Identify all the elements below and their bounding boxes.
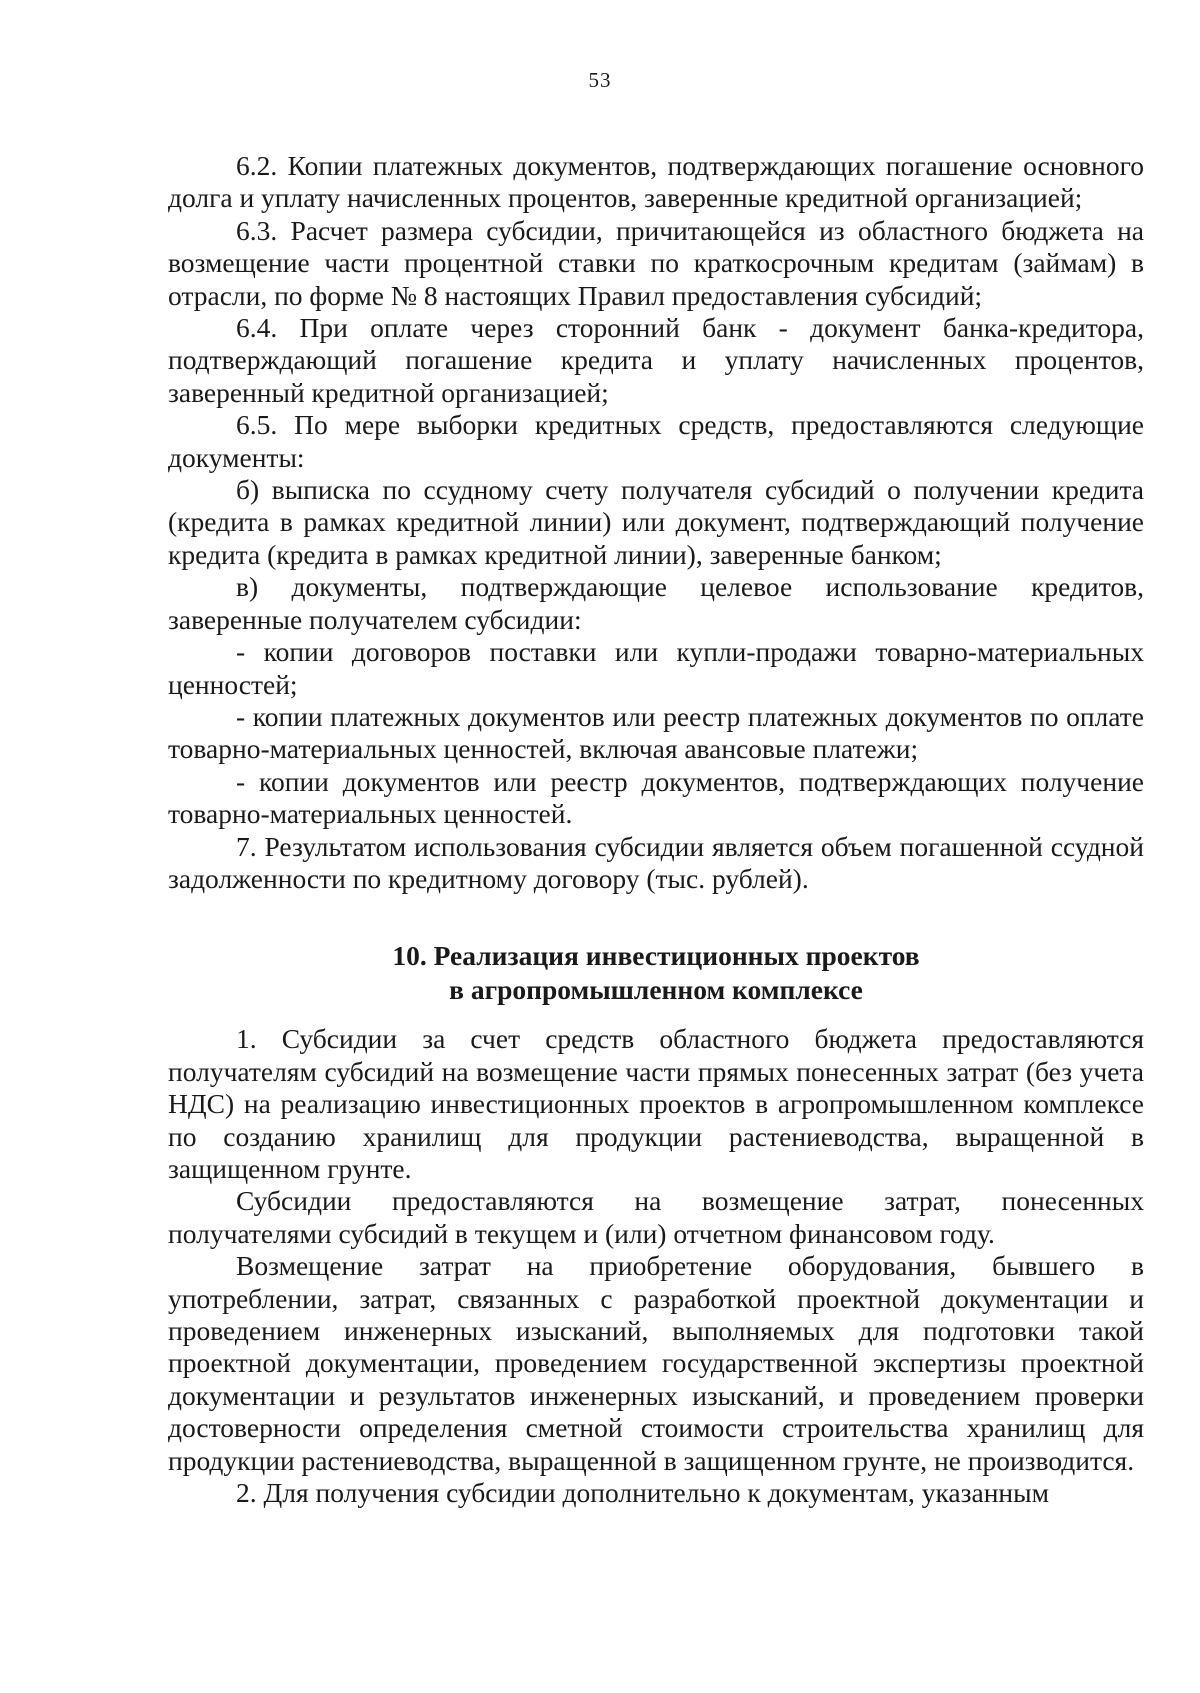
paragraph-6-2: 6.2. Копии платежных документов, подтверждающих погашение основного долга и уплату начисленных процентов, заверенные кредитной организацией; [168, 150, 1144, 214]
paragraph-6-3: 6.3. Расчет размера субсидии, причитающейся из областного бюджета на возмещение части процентной ставки по краткосрочным кредитам (займам) в отрасли, по форме № 8 настоящих Правил предоставления субсидий; [168, 214, 1144, 311]
paragraph-6-5: 6.5. По мере выборки кредитных средств, предоставляются следующие документы: [168, 409, 1144, 473]
section-heading-line-2: в агропромышленном комплексе [449, 974, 863, 1006]
list-item-payments: - копии платежных документов или реестр платежных документов по оплате товарно-материальных ценностей, включая авансовые платежи; [168, 700, 1144, 765]
paragraph-10-1: 1. Субсидии за счет средств областного бюджета предоставляются получателям субсидий на возмещение части прямых понесенных затрат (без учета НДС) на реализацию инвестиционных проектов в агропромышленном комплексе по созданию хранилищ для продукции растениеводства, выращенной в защищенном грунте. [168, 1023, 1144, 1184]
paragraph-6-4: 6.4. При оплате через сторонний банк - документ банка-кредитора, подтверждающий погашение кредита и уплату начисленных процентов, заверенный кредитной организацией; [168, 312, 1144, 408]
section-heading [168, 939, 1144, 1007]
list-item-receipt-documents: - копии документов или реестр документов, подтверждающих получение товарно-материальных ценностей. [168, 765, 1144, 830]
paragraph-subsidy-period: Субсидии предоставляются на возмещение затрат, понесенных получателями субсидий в текущем и (или) отчетном финансовом году. [168, 1185, 1144, 1249]
paragraph-10-2: 2. Для получения субсидии дополнительно к документам, указанным [236, 1477, 1050, 1509]
page-number: 53 [588, 68, 612, 92]
document-body [168, 150, 1144, 1509]
section-heading-line-1: 10. Реализация инвестиционных проектов [392, 940, 920, 972]
paragraph-exclusions: Возмещение затрат на приобретение оборудования, бывшего в употреблении, затрат, связанных с разработкой проектной документации и проведением инженерных изысканий, выполняемых для подготовки такой проектной документации, проведением государственной экспертизы проектной документации и результатов инженерных изысканий, и проведением проверки достоверности определения сметной стоимости строительства хранилищ для продукции растениеводства, выращенной в защищенном грунте, не производится. [168, 1250, 1144, 1476]
list-item-contracts: - копии договоров поставки или купли-продажи товарно-материальных ценностей; [168, 636, 1144, 700]
paragraph-6-5-v: в) документы, подтверждающие целевое использование кредитов, заверенные получателем субсидии: [168, 571, 1144, 635]
paragraph-6-5-b: б) выписка по ссудному счету получателя субсидий о получении кредита (кредита в рамках кредитной линии) или документ, подтверждающий получение кредита (кредита в рамках кредитной линии), заверенные банком; [168, 474, 1144, 570]
paragraph-7: 7. Результатом использования субсидии является объем погашенной ссудной задолженности по кредитному договору (тыс. рублей). [168, 830, 1144, 894]
